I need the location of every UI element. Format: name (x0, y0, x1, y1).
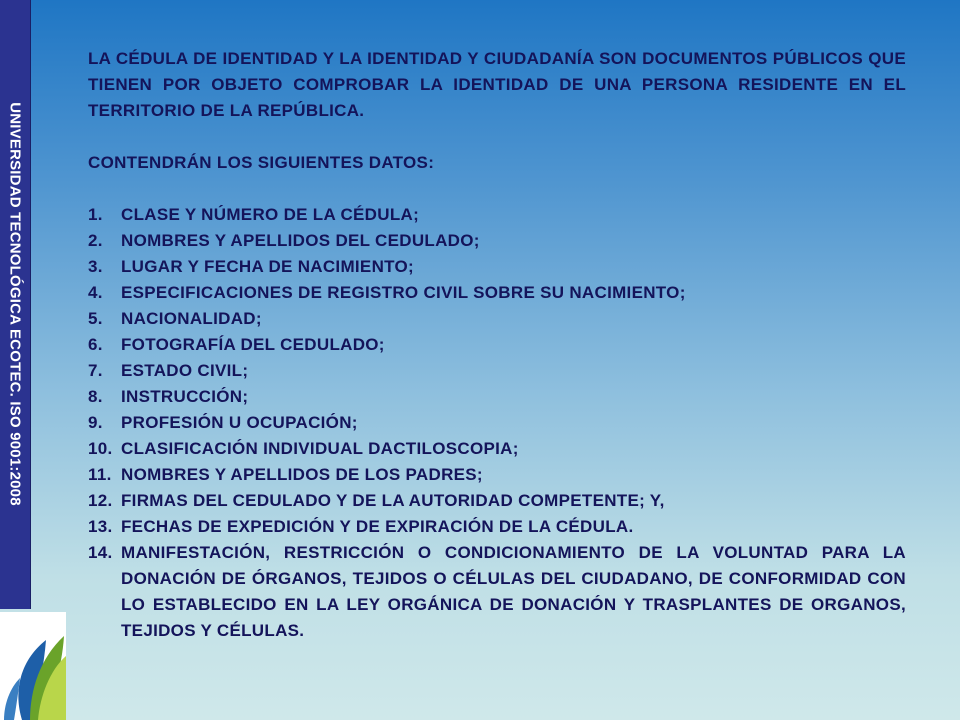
item-text: FIRMAS DEL CEDULADO Y DE LA AUTORIDAD COMPETENTE; Y, (121, 491, 665, 510)
item-text: MANIFESTACIÓN, RESTRICCIÓN O CONDICIONAMIENTO DE LA VOLUNTAD PARA LA DONACIÓN DE ÓRGANOS, TEJIDOS O CÉLULAS DEL CIUDADANO, DE CONFORMIDAD CON LO ESTABLECIDO EN LA LEY ORGÁNICA DE DONACIÓN Y TRASPLANTES DE ORGANOS, TEJIDOS Y CÉLULAS. (121, 543, 906, 640)
list-item (88, 488, 906, 514)
list-item (88, 254, 906, 280)
item-number: 8. (88, 387, 103, 406)
list-item (88, 280, 906, 306)
list-item (88, 540, 906, 644)
item-number: 5. (88, 309, 103, 328)
list-item (88, 228, 906, 254)
item-number: 2. (88, 231, 103, 250)
item-text: ESPECIFICACIONES DE REGISTRO CIVIL SOBRE SU NACIMIENTO; (121, 283, 686, 302)
item-number: 14. (88, 543, 113, 562)
item-number: 7. (88, 361, 103, 380)
item-text: CLASE Y NÚMERO DE LA CÉDULA; (121, 205, 420, 224)
item-number: 11. (88, 465, 112, 484)
ecotec-logo (0, 612, 66, 720)
item-text: LUGAR Y FECHA DE NACIMIENTO; (121, 257, 415, 276)
list-item (88, 410, 906, 436)
spacer (88, 124, 906, 150)
list-item (88, 514, 906, 540)
item-number: 9. (88, 413, 103, 432)
slide-content (88, 46, 906, 644)
list-item (88, 384, 906, 410)
ecotec-leaf-logo-icon (0, 612, 66, 720)
intro-paragraph: LA CÉDULA DE IDENTIDAD Y LA IDENTIDAD Y CIUDADANÍA SON DOCUMENTOS PÚBLICOS QUE TIENEN POR OBJETO COMPROBAR LA IDENTIDAD DE UNA PERSONA RESIDENTE EN EL TERRITORIO DE LA REPÚBLICA. (88, 49, 906, 120)
item-text: NOMBRES Y APELLIDOS DEL CEDULADO; (121, 231, 480, 250)
list-item (88, 332, 906, 358)
item-number: 6. (88, 335, 103, 354)
item-text: INSTRUCCIÓN; (121, 387, 249, 406)
item-text: FOTOGRAFÍA DEL CEDULADO; (121, 335, 385, 354)
item-number: 3. (88, 257, 103, 276)
list-item (88, 436, 906, 462)
item-text: NOMBRES Y APELLIDOS DE LOS PADRES; (121, 465, 483, 484)
university-vertical-label: UNIVERSIDAD TECNOLÓGICA ECOTEC. ISO 9001:2008 (6, 102, 24, 506)
item-text: CLASIFICACIÓN INDIVIDUAL DACTILOSCOPIA; (121, 439, 519, 458)
item-text: ESTADO CIVIL; (121, 361, 249, 380)
spacer (88, 176, 906, 202)
list-item (88, 358, 906, 384)
item-text: NACIONALIDAD; (121, 309, 262, 328)
list-item (88, 306, 906, 332)
item-number: 10. (88, 439, 113, 458)
item-number: 4. (88, 283, 103, 302)
item-text: PROFESIÓN U OCUPACIÓN; (121, 413, 358, 432)
data-list (88, 202, 906, 644)
list-item (88, 202, 906, 228)
list-heading: CONTENDRÁN LOS SIGUIENTES DATOS: (88, 153, 435, 172)
list-item (88, 462, 906, 488)
side-band (0, 0, 31, 609)
item-number: 13. (88, 517, 113, 536)
item-text: FECHAS DE EXPEDICIÓN Y DE EXPIRACIÓN DE LA CÉDULA. (121, 517, 634, 536)
item-number: 1. (88, 205, 103, 224)
item-number: 12. (88, 491, 113, 510)
